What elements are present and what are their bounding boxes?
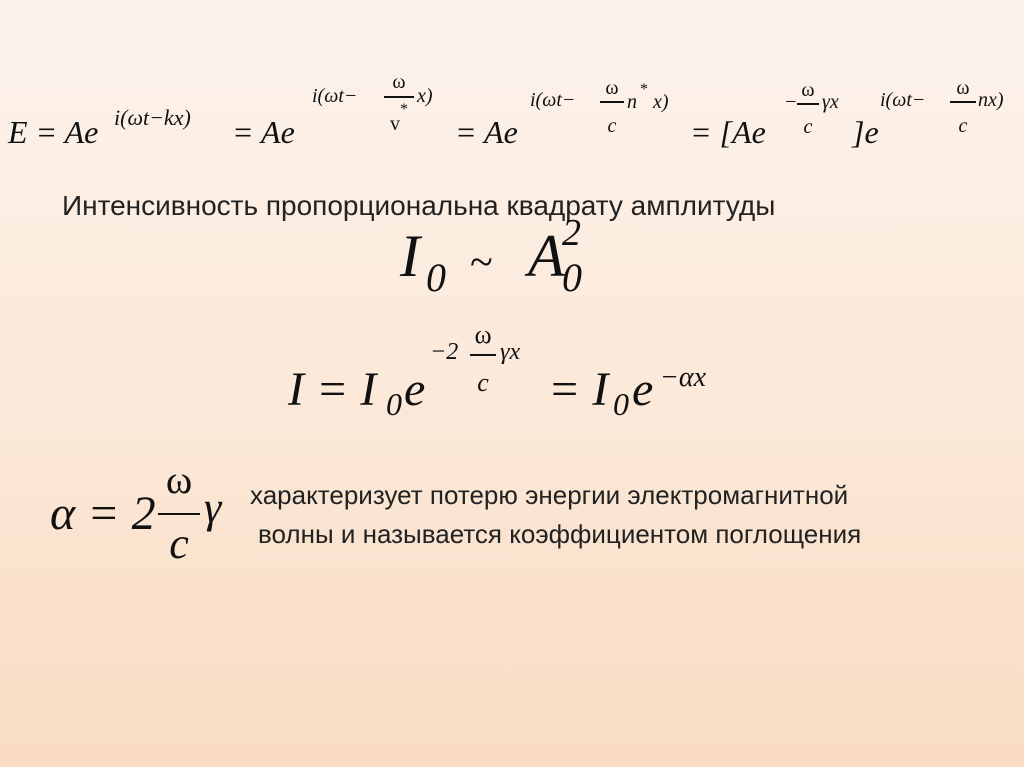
- alpha-gamma: γ: [204, 483, 222, 532]
- eqI-e: e: [404, 363, 426, 416]
- eq1-exp3-pre: i(ωt−: [530, 89, 576, 111]
- eq1-exp3-num: ω: [605, 77, 619, 99]
- eq1-eq4-close: ]e: [852, 114, 879, 150]
- eq1-exp3-den: c: [607, 115, 617, 137]
- eq1-exp3-post: x): [653, 91, 669, 113]
- eq1-exp3-star: *: [640, 81, 648, 98]
- prop-A-sup: 2: [562, 212, 581, 254]
- alpha-num: ω: [165, 457, 193, 502]
- eq1-exp5-pre: i(ωt−: [880, 89, 926, 111]
- alpha-lhs: α = 2: [50, 487, 156, 540]
- eq1-exp5-post: nx): [978, 89, 1004, 111]
- prop-I-sub: 0: [426, 255, 446, 300]
- eqI-exp-num: ω: [474, 320, 492, 349]
- alpha-bar: [158, 513, 200, 515]
- eq1-exp2-post: x): [417, 85, 433, 107]
- alpha-desc-line1: характеризует потерю энергии электромагнитной: [250, 480, 849, 510]
- prop-tilde: ~: [470, 240, 493, 286]
- eq1-exp1: i(ωt−kx): [114, 105, 191, 130]
- eq1-exp2-star: *: [400, 101, 408, 118]
- eqI-sub2: 0: [613, 386, 629, 422]
- eq1-lhs: E = Ae: [8, 114, 99, 150]
- eqI-exp-pre: −2: [430, 339, 459, 365]
- eqI-exp-bar: [470, 354, 496, 356]
- eqI-exp2: −αx: [660, 362, 707, 393]
- eq1-eq3: = Ae: [455, 114, 518, 150]
- eq1-eq2: = Ae: [232, 114, 295, 150]
- eq1-exp4-pre: −: [784, 91, 798, 113]
- eqI-e2: e: [632, 363, 654, 416]
- eqI-sub: 0: [386, 386, 402, 422]
- prop-A-sub: 0: [562, 255, 582, 300]
- eq1-exp4-bar: [797, 103, 819, 105]
- eq1-exp2-num: ω: [392, 71, 406, 93]
- prop-A: A: [528, 223, 565, 289]
- alpha-desc-line2: волны и называется коэффициентом поглощения: [258, 519, 862, 549]
- eq1-exp3-bar: [600, 101, 624, 103]
- eq1-exp5-den: c: [958, 115, 968, 137]
- eq1-exp2-den: v: [390, 113, 400, 135]
- eq1-eq4-open: = [Ae: [690, 114, 766, 150]
- eq1-exp4-num: ω: [801, 79, 815, 101]
- prop-I: I: [400, 223, 420, 289]
- intensity-text: Интенсивность пропорциональна квадрату амплитуды: [62, 190, 776, 221]
- eq1-exp2-pre: i(ωt−: [312, 85, 358, 107]
- eqI-exp-den: c: [477, 368, 489, 397]
- eq1-exp2-bar: [384, 96, 414, 98]
- eq1-exp4-post: γx: [822, 91, 839, 113]
- alpha-den: c: [169, 519, 189, 568]
- eqI-exp-post: γx: [500, 339, 521, 365]
- eq1-exp4-den: c: [803, 116, 813, 138]
- eqI-eq2: = I: [548, 363, 609, 416]
- eqI-lhs: I = I: [288, 363, 377, 416]
- eq1-exp5-bar: [950, 101, 976, 103]
- eq1-exp5-num: ω: [956, 77, 970, 99]
- eq1-exp3-n: n: [627, 91, 637, 113]
